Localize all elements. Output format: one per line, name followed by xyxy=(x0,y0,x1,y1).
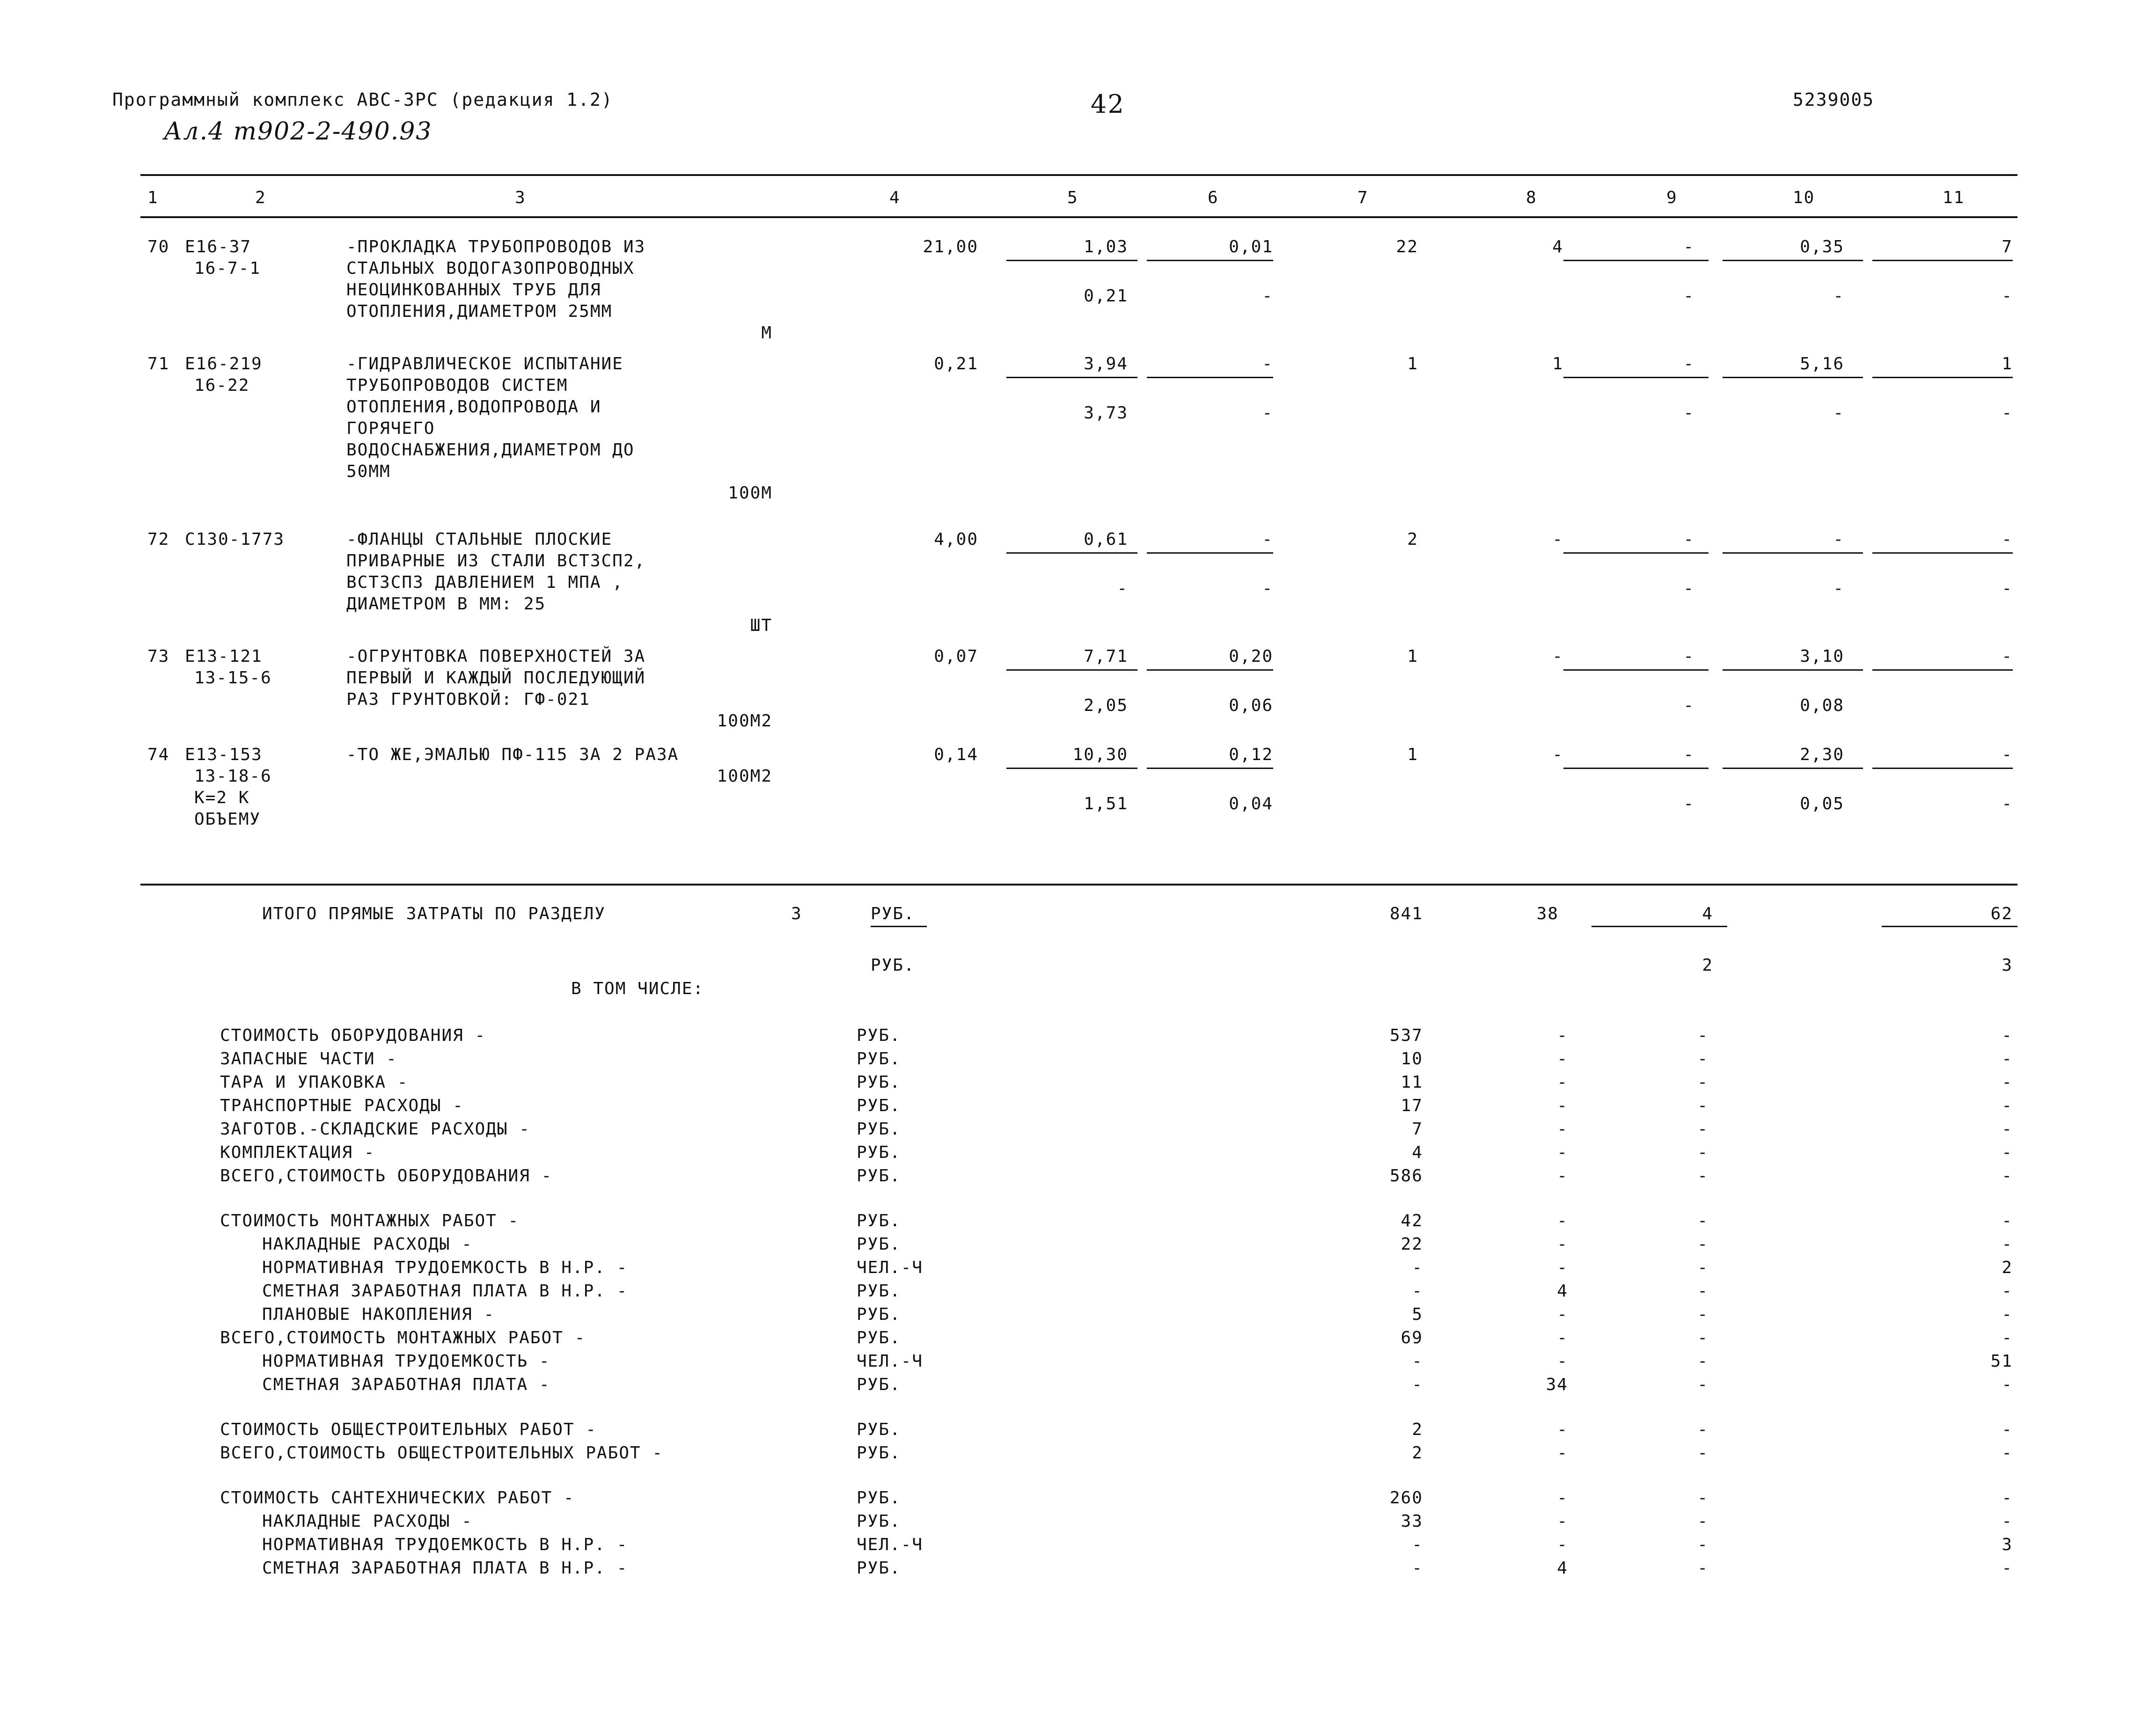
row-number: 70 xyxy=(147,237,170,256)
work-description-line: РАЗ ГРУНТОВКОЙ: ГФ-021 xyxy=(346,690,590,709)
summary-machine: - xyxy=(1697,1026,1709,1045)
work-description-line: ВОДОСНАБЖЕНИЯ,ДИАМЕТРОМ ДО xyxy=(346,440,635,460)
summary-machine: - xyxy=(1697,1211,1709,1230)
summary-line-unit: РУБ. xyxy=(857,1375,901,1394)
summary-machine: - xyxy=(1697,1352,1709,1371)
total-unit-secondary: РУБ. xyxy=(871,956,915,975)
summary-line-label: СТОИМОСТЬ ОБОРУДОВАНИЯ - xyxy=(220,1026,486,1045)
labor-total: - xyxy=(2002,647,2013,666)
labor-unit: 5,16 xyxy=(1800,354,1844,373)
total-machine-wages: - xyxy=(1683,579,1694,598)
machine-cost: - xyxy=(1262,354,1273,373)
header-bottom-rule xyxy=(140,216,2017,218)
summary-machine: - xyxy=(1697,1305,1709,1324)
including-label: В ТОМ ЧИСЛЕ: xyxy=(571,979,704,998)
summary-wages: 4 xyxy=(1557,1281,1568,1301)
total-wages: - xyxy=(1552,530,1563,549)
total-wages-sum: 38 xyxy=(1536,904,1559,923)
summary-line-label: СМЕТНАЯ ЗАРАБОТНАЯ ПЛАТА В Н.Р. - xyxy=(262,1281,628,1301)
summary-labor: - xyxy=(2002,1026,2013,1045)
summary-wages: - xyxy=(1557,1096,1568,1115)
summary-wages: - xyxy=(1557,1026,1568,1045)
total-machine-underline xyxy=(1563,260,1709,261)
summary-wages: - xyxy=(1557,1049,1568,1069)
summary-line-unit: РУБ. xyxy=(857,1420,901,1439)
rate-code-secondary: 13-15-6 xyxy=(194,668,272,688)
summary-cost: - xyxy=(1412,1375,1423,1394)
summary-line-label: СМЕТНАЯ ЗАРАБОТНАЯ ПЛАТА В Н.Р. - xyxy=(262,1559,628,1578)
machine-cost: 0,12 xyxy=(1229,745,1273,764)
summary-line-unit: РУБ. xyxy=(857,1328,901,1347)
quantity-value: 0,14 xyxy=(934,745,978,764)
summary-labor: - xyxy=(2002,1235,2013,1254)
summary-line-label: ВСЕГО,СТОИМОСТЬ МОНТАЖНЫХ РАБОТ - xyxy=(220,1328,586,1347)
summary-labor: - xyxy=(2002,1143,2013,1162)
labor-total: 1 xyxy=(2002,354,2013,373)
summary-machine: - xyxy=(1697,1535,1709,1554)
machine-cost-wages: - xyxy=(1262,403,1273,423)
total-machine-underline xyxy=(1591,926,1727,927)
work-description-line: ОТОПЛЕНИЯ,ДИАМЕТРОМ 25ММ xyxy=(346,302,613,321)
rate-code-secondary: 16-22 xyxy=(194,376,250,395)
total-machine-wages: - xyxy=(1683,696,1694,715)
unit-cost-total: 1,03 xyxy=(1084,237,1128,256)
summary-line-unit: РУБ. xyxy=(857,1026,901,1045)
summary-machine: - xyxy=(1697,1258,1709,1277)
total-machine-wages: - xyxy=(1683,403,1694,423)
summary-wages: - xyxy=(1557,1535,1568,1554)
program-title: Программный комплекс АВС-3РС (редакция 1.2) xyxy=(112,89,613,110)
summary-line-label: НАКЛАДНЫЕ РАСХОДЫ - xyxy=(262,1512,473,1531)
summary-machine: - xyxy=(1697,1143,1709,1162)
summary-line-label: ПЛАНОВЫЕ НАКОПЛЕНИЯ - xyxy=(262,1305,495,1324)
labor-unit: - xyxy=(1833,530,1844,549)
summary-line-unit: РУБ. xyxy=(857,1512,901,1531)
summary-line-label: СТОИМОСТЬ МОНТАЖНЫХ РАБОТ - xyxy=(220,1211,520,1230)
labor-unit-secondary: - xyxy=(1833,579,1844,598)
labor-total-secondary: - xyxy=(2002,579,2013,598)
column-header-9: 9 xyxy=(1666,188,1678,207)
total-wages: 1 xyxy=(1552,354,1563,373)
labor-unit-underline xyxy=(1723,669,1863,671)
summary-line-label: НОРМАТИВНАЯ ТРУДОЕМКОСТЬ - xyxy=(262,1352,550,1371)
summary-labor: 2 xyxy=(2002,1258,2013,1277)
machine-cost: 0,01 xyxy=(1229,237,1273,256)
machine-cost-wages: 0,06 xyxy=(1229,696,1273,715)
summary-cost: 69 xyxy=(1401,1328,1423,1347)
summary-machine: - xyxy=(1697,1328,1709,1347)
labor-unit: 2,30 xyxy=(1800,745,1844,764)
column-header-11: 11 xyxy=(1943,188,1965,207)
total-labor-sum: 62 xyxy=(1990,904,2013,923)
page-number: 42 xyxy=(1091,89,1125,119)
machine-cost-wages: 0,04 xyxy=(1229,794,1273,813)
summary-machine: - xyxy=(1697,1512,1709,1531)
unit-cost-underline xyxy=(1006,768,1137,769)
quantity-value: 0,07 xyxy=(934,647,978,666)
summary-machine: - xyxy=(1697,1096,1709,1115)
rate-code-secondary: 16-7-1 xyxy=(194,259,261,278)
summary-machine: - xyxy=(1697,1073,1709,1092)
total-wages: - xyxy=(1552,647,1563,666)
summary-line-label: НОРМАТИВНАЯ ТРУДОЕМКОСТЬ В Н.Р. - xyxy=(262,1258,628,1277)
unit-cost-wages: 0,21 xyxy=(1084,286,1128,306)
work-description-line: -ГИДРАВЛИЧЕСКОЕ ИСПЫТАНИЕ xyxy=(346,354,623,373)
summary-line-unit: РУБ. xyxy=(857,1211,901,1230)
summary-cost: - xyxy=(1412,1352,1423,1371)
quantity-value: 21,00 xyxy=(923,237,978,256)
summary-wages: - xyxy=(1557,1488,1568,1508)
unit-cost-underline xyxy=(1006,377,1137,378)
labor-total-underline xyxy=(1872,260,2013,261)
summary-line-unit: РУБ. xyxy=(857,1305,901,1324)
column-header-1: 1 xyxy=(147,188,159,207)
work-description-line: ПРИВАРНЫЕ ИЗ СТАЛИ ВСТ3СП2, xyxy=(346,551,646,571)
summary-machine: - xyxy=(1697,1488,1709,1508)
summary-cost: 7 xyxy=(1412,1120,1423,1139)
table-end-rule xyxy=(140,884,2017,886)
summary-machine: - xyxy=(1697,1166,1709,1186)
summary-wages: - xyxy=(1557,1211,1568,1230)
unit-cost-total: 10,30 xyxy=(1072,745,1128,764)
labor-unit-secondary: - xyxy=(1833,286,1844,306)
labor-total-secondary: - xyxy=(2002,286,2013,306)
column-header-3: 3 xyxy=(515,188,526,207)
summary-line-unit: РУБ. xyxy=(857,1166,901,1186)
labor-unit-underline xyxy=(1723,260,1863,261)
machine-cost-wages: - xyxy=(1262,286,1273,306)
summary-wages: 4 xyxy=(1557,1559,1568,1578)
summary-cost: 11 xyxy=(1401,1073,1423,1092)
summary-labor: - xyxy=(2002,1166,2013,1186)
labor-total-underline xyxy=(1872,669,2013,671)
summary-line-label: НАКЛАДНЫЕ РАСХОДЫ - xyxy=(262,1235,473,1254)
summary-cost: - xyxy=(1412,1281,1423,1301)
summary-line-unit: РУБ. xyxy=(857,1443,901,1463)
summary-labor: 3 xyxy=(2002,1535,2013,1554)
unit-cost-wages: 3,73 xyxy=(1084,403,1128,423)
machine-cost: - xyxy=(1262,530,1273,549)
row-number: 74 xyxy=(147,745,170,764)
total-machine: - xyxy=(1683,745,1694,764)
total-cost: 2 xyxy=(1407,530,1418,549)
summary-machine: - xyxy=(1697,1420,1709,1439)
row-number: 71 xyxy=(147,354,170,373)
summary-line-unit: РУБ. xyxy=(857,1488,901,1508)
labor-total-secondary: - xyxy=(2002,794,2013,813)
machine-cost-underline xyxy=(1147,768,1273,769)
summary-cost: 42 xyxy=(1401,1211,1423,1230)
labor-unit-underline xyxy=(1723,768,1863,769)
summary-cost: 537 xyxy=(1389,1026,1423,1045)
summary-machine: - xyxy=(1697,1120,1709,1139)
machine-cost-underline xyxy=(1147,260,1273,261)
work-description-line: ВСТ3СП3 ДАВЛЕНИЕМ 1 МПА , xyxy=(346,573,623,592)
summary-machine: - xyxy=(1697,1443,1709,1463)
row-number: 73 xyxy=(147,647,170,666)
column-header-7: 7 xyxy=(1357,188,1369,207)
work-description-line: ГОРЯЧЕГО xyxy=(346,419,435,438)
total-machine: - xyxy=(1683,647,1694,666)
summary-line-unit: РУБ. xyxy=(857,1281,901,1301)
labor-total-underline xyxy=(1872,377,2013,378)
machine-cost-underline xyxy=(1147,377,1273,378)
summary-wages: - xyxy=(1557,1120,1568,1139)
summary-cost: - xyxy=(1412,1535,1423,1554)
summary-labor: - xyxy=(2002,1375,2013,1394)
total-labor-underline xyxy=(1882,926,2017,927)
rate-code-secondary: 13-18-6 xyxy=(194,767,272,786)
labor-unit: 3,10 xyxy=(1800,647,1844,666)
summary-line-unit: ЧЕЛ.-Ч xyxy=(857,1352,924,1371)
summary-wages: - xyxy=(1557,1512,1568,1531)
unit-cost-total: 7,71 xyxy=(1084,647,1128,666)
total-machine: - xyxy=(1683,354,1694,373)
summary-cost: - xyxy=(1412,1559,1423,1578)
summary-line-label: СТОИМОСТЬ ОБЩЕСТРОИТЕЛЬНЫХ РАБОТ - xyxy=(220,1420,597,1439)
labor-unit-underline xyxy=(1723,552,1863,554)
work-description-line: ОТОПЛЕНИЯ,ВОДОПРОВОДА И xyxy=(346,397,601,417)
summary-machine: - xyxy=(1697,1281,1709,1301)
summary-wages: 34 xyxy=(1546,1375,1568,1394)
summary-line-label: ВСЕГО,СТОИМОСТЬ ОБОРУДОВАНИЯ - xyxy=(220,1166,553,1186)
unit-cost-total: 0,61 xyxy=(1084,530,1128,549)
summary-labor: - xyxy=(2002,1305,2013,1324)
total-machine: - xyxy=(1683,530,1694,549)
unit-cost-underline xyxy=(1006,552,1137,554)
work-description-line: ПЕРВЫЙ И КАЖДЫЙ ПОСЛЕДУЮЩИЙ xyxy=(346,668,646,688)
unit-cost-wages: 2,05 xyxy=(1084,696,1128,715)
summary-labor: 51 xyxy=(1990,1352,2013,1371)
summary-labor: - xyxy=(2002,1559,2013,1578)
summary-machine: - xyxy=(1697,1559,1709,1578)
summary-wages: - xyxy=(1557,1305,1568,1324)
work-description-line: СТАЛЬНЫХ ВОДОГАЗОПРОВОДНЫХ xyxy=(346,259,635,278)
rate-code-coefficient-note: ОБЪЕМУ xyxy=(194,810,261,829)
summary-labor: - xyxy=(2002,1281,2013,1301)
labor-unit-secondary: 0,05 xyxy=(1800,794,1844,813)
summary-wages: - xyxy=(1557,1352,1568,1371)
labor-total: - xyxy=(2002,530,2013,549)
summary-labor: - xyxy=(2002,1512,2013,1531)
summary-wages: - xyxy=(1557,1073,1568,1092)
column-header-5: 5 xyxy=(1067,188,1078,207)
total-machine: - xyxy=(1683,237,1694,256)
summary-wages: - xyxy=(1557,1235,1568,1254)
summary-labor: - xyxy=(2002,1120,2013,1139)
work-description-line: -ПРОКЛАДКА ТРУБОПРОВОДОВ ИЗ xyxy=(346,237,646,256)
summary-wages: - xyxy=(1557,1420,1568,1439)
summary-cost: 33 xyxy=(1401,1512,1423,1531)
summary-cost: 2 xyxy=(1412,1443,1423,1463)
total-cost-sum: 841 xyxy=(1389,904,1423,923)
machine-cost-underline xyxy=(1147,552,1273,554)
unit-cost-wages: 1,51 xyxy=(1084,794,1128,813)
unit-of-measure: 100М2 xyxy=(717,711,772,731)
summary-cost: 10 xyxy=(1401,1049,1423,1069)
summary-cost: 2 xyxy=(1412,1420,1423,1439)
document-number: 5239005 xyxy=(1793,89,1875,110)
summary-labor: - xyxy=(2002,1096,2013,1115)
summary-line-unit: РУБ. xyxy=(857,1120,901,1139)
unit-of-measure: 100М2 xyxy=(717,767,772,786)
summary-cost: 260 xyxy=(1389,1488,1423,1508)
summary-labor: - xyxy=(2002,1328,2013,1347)
total-machine-underline xyxy=(1563,552,1709,554)
summary-line-unit: РУБ. xyxy=(857,1096,901,1115)
quantity-value: 4,00 xyxy=(934,530,978,549)
total-cost: 1 xyxy=(1407,745,1418,764)
labor-unit: 0,35 xyxy=(1800,237,1844,256)
quantity-value: 0,21 xyxy=(934,354,978,373)
summary-labor: - xyxy=(2002,1073,2013,1092)
column-header-4: 4 xyxy=(889,188,901,207)
rate-code: С130-1773 xyxy=(185,530,285,549)
total-machine-underline xyxy=(1563,768,1709,769)
total-unit: РУБ. xyxy=(871,904,915,923)
handwritten-doc-code: Ал.4 т902-2-490.93 xyxy=(164,117,433,146)
summary-machine: - xyxy=(1697,1375,1709,1394)
rate-code: Е13-121 xyxy=(185,647,263,666)
column-header-2: 2 xyxy=(255,188,266,207)
summary-wages: - xyxy=(1557,1443,1568,1463)
summary-line-label: СМЕТНАЯ ЗАРАБОТНАЯ ПЛАТА - xyxy=(262,1375,550,1394)
summary-wages: - xyxy=(1557,1258,1568,1277)
machine-cost-wages: - xyxy=(1262,579,1273,598)
summary-cost: 4 xyxy=(1412,1143,1423,1162)
summary-wages: - xyxy=(1557,1143,1568,1162)
machine-cost-underline xyxy=(1147,669,1273,671)
summary-labor: - xyxy=(2002,1443,2013,1463)
total-cost: 1 xyxy=(1407,354,1418,373)
summary-cost: 22 xyxy=(1401,1235,1423,1254)
work-description-line: 50ММ xyxy=(346,462,391,481)
summary-line-unit: ЧЕЛ.-Ч xyxy=(857,1258,924,1277)
summary-line-label: НОРМАТИВНАЯ ТРУДОЕМКОСТЬ В Н.Р. - xyxy=(262,1535,628,1554)
unit-cost-underline xyxy=(1006,669,1137,671)
summary-labor: - xyxy=(2002,1049,2013,1069)
work-description-line: НЕОЦИНКОВАННЫХ ТРУБ ДЛЯ xyxy=(346,280,601,300)
column-header-8: 8 xyxy=(1526,188,1537,207)
summary-line-unit: ЧЕЛ.-Ч xyxy=(857,1535,924,1554)
summary-machine: - xyxy=(1697,1049,1709,1069)
labor-total-secondary: - xyxy=(2002,403,2013,423)
summary-line-unit: РУБ. xyxy=(857,1559,901,1578)
labor-unit-underline xyxy=(1723,377,1863,378)
total-labor-secondary-sum: 3 xyxy=(2002,956,2013,975)
summary-labor: - xyxy=(2002,1488,2013,1508)
rate-code: Е13-153 xyxy=(185,745,263,764)
header-top-rule xyxy=(140,174,2017,176)
total-unit-underline xyxy=(871,926,927,927)
unit-cost-total: 3,94 xyxy=(1084,354,1128,373)
summary-line-label: СТОИМОСТЬ САНТЕХНИЧЕСКИХ РАБОТ - xyxy=(220,1488,575,1508)
unit-cost-wages: - xyxy=(1117,579,1128,598)
summary-line-unit: РУБ. xyxy=(857,1143,901,1162)
total-label: ИТОГО ПРЯМЫЕ ЗАТРАТЫ ПО РАЗДЕЛУ xyxy=(262,904,606,923)
summary-cost: - xyxy=(1412,1258,1423,1277)
summary-machine: - xyxy=(1697,1235,1709,1254)
summary-cost: 17 xyxy=(1401,1096,1423,1115)
total-machine-wages: - xyxy=(1683,286,1694,306)
work-description-line: ТРУБОПРОВОДОВ СИСТЕМ xyxy=(346,376,568,395)
total-machine-wages-sum: 2 xyxy=(1702,956,1713,975)
labor-total: - xyxy=(2002,745,2013,764)
unit-of-measure: М xyxy=(761,323,772,343)
labor-total-underline xyxy=(1872,768,2013,769)
summary-labor: - xyxy=(2002,1420,2013,1439)
summary-cost: 5 xyxy=(1412,1305,1423,1324)
row-number: 72 xyxy=(147,530,170,549)
labor-total: 7 xyxy=(2002,237,2013,256)
column-header-6: 6 xyxy=(1208,188,1219,207)
total-machine-underline xyxy=(1563,377,1709,378)
summary-line-label: ТАРА И УПАКОВКА - xyxy=(220,1073,409,1092)
total-machine-sum: 4 xyxy=(1702,904,1713,923)
summary-line-unit: РУБ. xyxy=(857,1049,901,1069)
summary-line-label: ВСЕГО,СТОИМОСТЬ ОБЩЕСТРОИТЕЛЬНЫХ РАБОТ - xyxy=(220,1443,663,1463)
summary-line-label: ТРАНСПОРТНЫЕ РАСХОДЫ - xyxy=(220,1096,464,1115)
unit-cost-underline xyxy=(1006,260,1137,261)
summary-wages: - xyxy=(1557,1166,1568,1186)
work-description-line: -ОГРУНТОВКА ПОВЕРХНОСТЕЙ ЗА xyxy=(346,647,646,666)
rate-code: Е16-37 xyxy=(185,237,252,256)
unit-of-measure: 100М xyxy=(728,483,772,503)
labor-total-underline xyxy=(1872,552,2013,554)
summary-labor: - xyxy=(2002,1211,2013,1230)
labor-unit-secondary: - xyxy=(1833,403,1844,423)
rate-code-coefficient: К=2 К xyxy=(194,788,250,807)
rate-code: Е16-219 xyxy=(185,354,263,373)
total-wages: 4 xyxy=(1552,237,1563,256)
summary-cost: 586 xyxy=(1389,1166,1423,1186)
work-description-line: -ФЛАНЦЫ СТАЛЬНЫЕ ПЛОСКИЕ xyxy=(346,530,613,549)
column-header-10: 10 xyxy=(1793,188,1815,207)
total-cost: 1 xyxy=(1407,647,1418,666)
total-machine-wages: - xyxy=(1683,794,1694,813)
work-description-line: ДИАМЕТРОМ В ММ: 25 xyxy=(346,594,546,614)
total-machine-underline xyxy=(1563,669,1709,671)
summary-line-unit: РУБ. xyxy=(857,1073,901,1092)
total-cost: 22 xyxy=(1396,237,1418,256)
machine-cost: 0,20 xyxy=(1229,647,1273,666)
summary-line-label: ЗАПАСНЫЕ ЧАСТИ - xyxy=(220,1049,397,1069)
total-wages: - xyxy=(1552,745,1563,764)
summary-line-label: КОМПЛЕКТАЦИЯ - xyxy=(220,1143,375,1162)
labor-unit-secondary: 0,08 xyxy=(1800,696,1844,715)
total-section-number: 3 xyxy=(791,904,802,923)
summary-wages: - xyxy=(1557,1328,1568,1347)
unit-of-measure: ШТ xyxy=(750,616,772,635)
summary-line-unit: РУБ. xyxy=(857,1235,901,1254)
summary-line-label: ЗАГОТОВ.-СКЛАДСКИЕ РАСХОДЫ - xyxy=(220,1120,530,1139)
work-description-line: -ТО ЖЕ,ЭМАЛЬЮ ПФ-115 ЗА 2 РАЗА xyxy=(346,745,679,764)
